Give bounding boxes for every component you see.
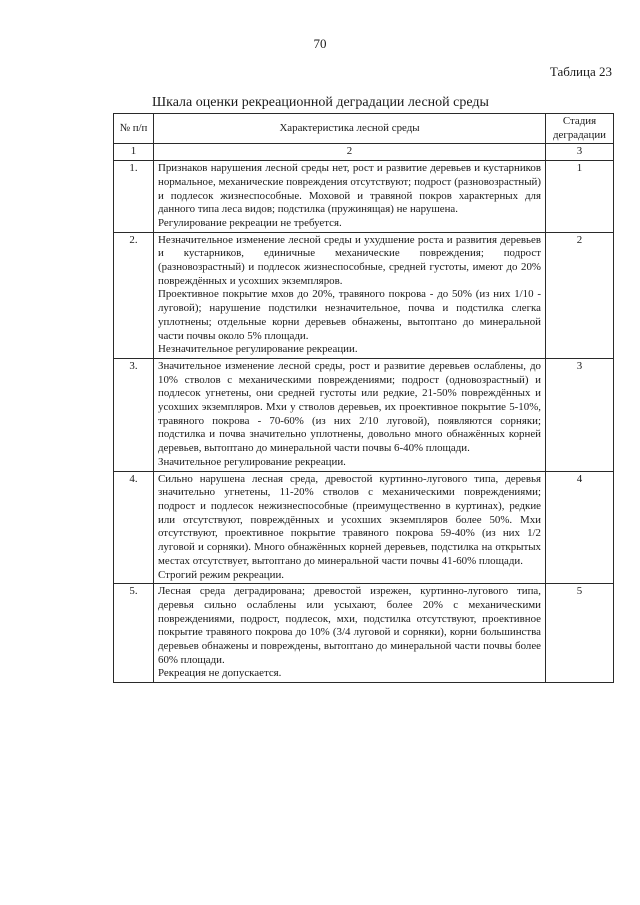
header-row [114,114,614,144]
row-description: Сильно нарушена лесная среда, древостой куртинно-лугового типа, деревья значительно угнетены, 11-20% стволов с механическими повреждениями; подрост и подлесок нежизнеспособные (преимущественно в куртинах), редкие или отсутствуют, повреждённых и усохших экземпляров более 50%. Мхи отсутствуют, проективное покрытие травяного покрова 59-40% (из них 1/2 луговой и сорняки). Много обнажённых корней деревьев, подстилка на открытых местах отсутствует, вытоптано до минеральной части почвы 41-60% площади. [158,472,541,567]
row-description: Проективное покрытие мхов до 20%, травяного покрова - до 50% (из них 1/10 - луговой); нарушение подстилки незначительное, почва и подстилка слегка уплотнены; отдельные корни деревьев обнажены, вытоптано до минеральной части почвы около 5% площади. [158,288,541,342]
row-regulation: Значительное регулирование рекреации. [158,455,346,468]
row-description: Значительное изменение лесной среды, рост и развитие деревьев ослаблены, до 10% стволов с механическими повреждениями; подрост (одновозрастный) и подлесок угнетены, они средней густоты или редкие, 21-50% повреждённых и усохших экземпляров. Мхи у стволов деревьев, их проективное покрытие 5-10%, травяного покрова - 70-60% (из них 2/10 луговой), появляются сорняки; подстилка и почва значительно уплотнены, довольно много обнажённых корней деревьев, вытоптано до минеральной части почвы 6-40% площади. [158,359,541,455]
row-characteristic [154,358,546,471]
row-stage: 2 [546,232,614,358]
page-number: 70 [313,36,327,51]
row-number: 1. [114,161,154,233]
row-regulation: Строгий режим рекреации. [158,568,285,581]
table-row [114,358,614,471]
row-characteristic [154,471,546,584]
row-description: Лесная среда деградирована; древостой изрежен, куртинно-лугового типа, деревья сильно ослаблены или усыхают, более 20% с механическими повреждениями, подрост, подлесок, мхи, подстилка отсутствуют, проективное покрытие травяного покрова до 10% (3/4 луговой и сорняки), корни большинства деревьев обнажены и повреждены, вытоптано до минеральной части почвы более 60% площади. [158,585,541,666]
header-num: № п/п [114,114,154,144]
table-label: Таблица 23 [549,64,612,79]
row-characteristic [154,232,546,358]
header-stage: Стадия деградации [546,114,614,144]
table-row [114,161,614,233]
header-characteristic: Характеристика лесной среды [154,114,546,144]
row-number: 2. [114,232,154,358]
column-index-row [114,144,614,161]
table-title: Шкала оценки рекреационной деградации лесной среды [152,95,489,110]
row-stage: 1 [546,161,614,233]
table-row [114,232,614,358]
column-index: 3 [546,144,614,161]
row-stage: 4 [546,471,614,584]
row-characteristic [154,161,546,233]
row-regulation: Незначительное регулирование рекреации. [158,343,358,356]
row-stage: 3 [546,358,614,471]
row-regulation: Регулирование рекреации не требуется. [158,216,342,229]
row-regulation: Рекреация не допускается. [158,667,282,680]
row-description: Незначительное изменение лесной среды и ухудшение роста и развития деревьев и кустарников, единичные механические повреждения; подрост (разновозрастный) и подлесок жизнеспособные, средней густоты, имеют до 20% повреждённых и усохших экземпляров. [158,233,541,287]
column-index: 2 [154,144,546,161]
row-stage: 5 [546,584,614,683]
row-characteristic [154,584,546,683]
row-description: Признаков нарушения лесной среды нет, рост и развитие деревьев и кустарников нормальное, механические повреждения отсутствуют; подрост (разновозрастный) и подлесок жизнеспособные. Моховой и травяной покров характерных для данного типа леса видов; подстилка (пружинящая) не нарушена. [158,162,541,216]
column-index: 1 [114,144,154,161]
table-row [114,584,614,683]
row-number: 4. [114,471,154,584]
row-number: 3. [114,358,154,471]
table-row [114,471,614,584]
degradation-scale-table [113,113,614,683]
row-number: 5. [114,584,154,683]
